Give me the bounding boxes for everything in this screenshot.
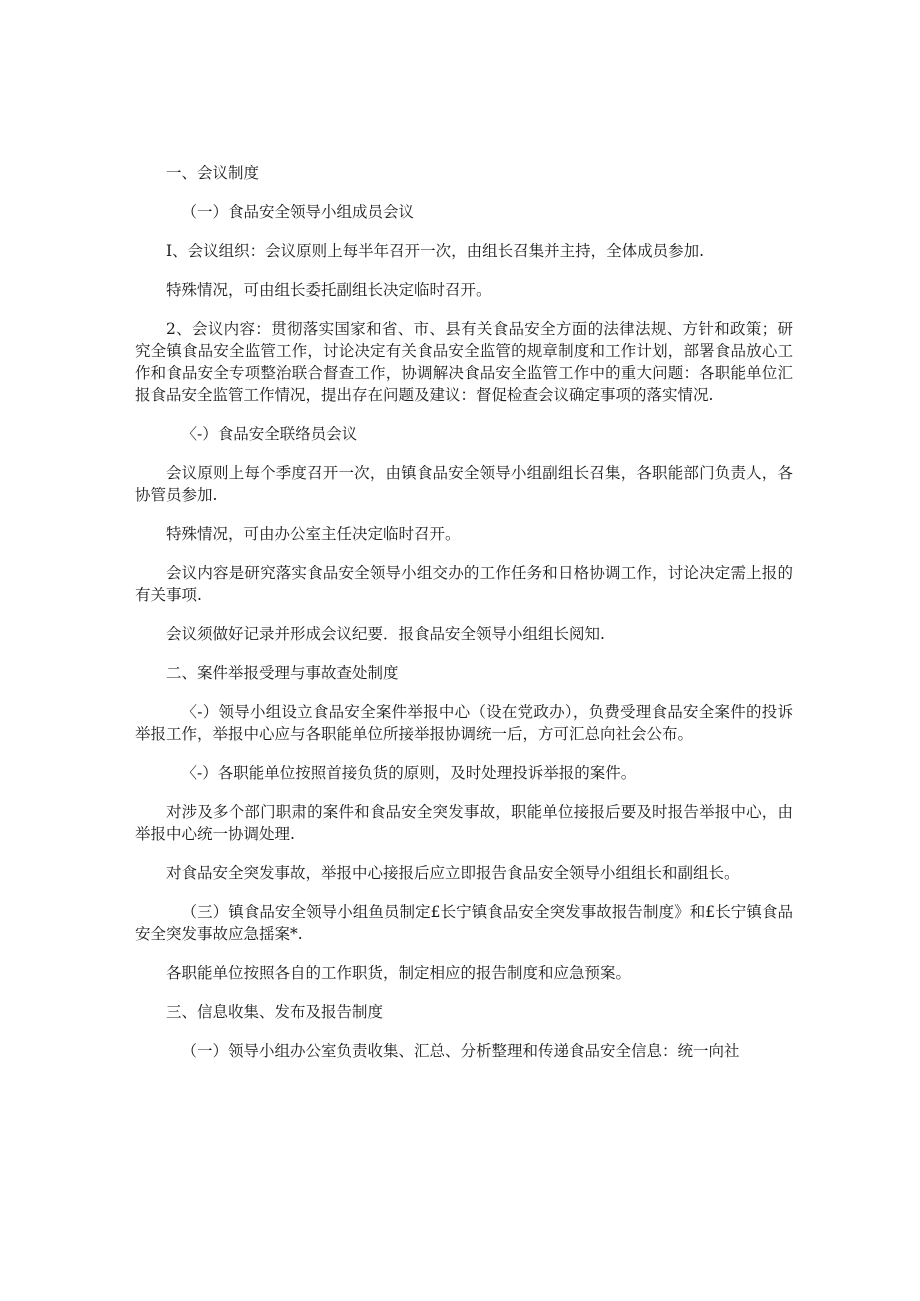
paragraph-liaison-content: 会议内容是研究落实食品安全领导小组交办的工作任务和日格协调工作，讨论决定需上报的有关事项. <box>135 564 793 604</box>
paragraph-first-contact-principle: 〈-）各职能单位按照首接负货的原则，及时处理投诉举报的案件。 <box>181 764 637 782</box>
section-heading-meeting-system: 一、会议制度 <box>166 164 260 182</box>
paragraph-meeting-organization: I、会议组织：会议原则上每半年召开一次，由组长召集并主持，全体成员参加. <box>166 242 705 260</box>
paragraph-sudden-incidents: 对食品安全突发事故，举报中心接报后应立即报告食品安全领导小组组长和副组长。 <box>166 864 740 882</box>
section-heading-case-report: 二、案件举报受理与事故查处制度 <box>166 664 399 682</box>
paragraph-meeting-minutes: 会议须做好记录并形成会议纪要．报食品安全领导小组组长阅知. <box>166 625 605 643</box>
paragraph-report-center: 〈-）领导小组设立食品安全案件举报中心（设在党政办），负费受理食品安全案件的投诉举报工作，举报中心应与各职能单位所接举报协调统一后，方可汇总向社会公布。 <box>135 703 793 743</box>
paragraph-meeting-content: 2、会议内容：贯彻落实国家和省、市、县有关食品安全方面的法律法规、方针和政策；研究全镇食品安全监管工作，讨论决定有关食品安全监管的规章制度和工作计划，部署食品放心工作和食品安全专项整治联合督查工作，协调解决食品安全监管工作中的重大问题：各职能单位汇报食品安全监管工作情况，提出存在问题及建议：督促检查会议确定事项的落实情况. <box>135 320 793 404</box>
paragraph-special-case-office: 特殊情况，可由办公室主任决定临时召开。 <box>166 525 461 543</box>
paragraph-emergency-plan: （三）镇食品安全领导小组鱼员制定£长宁镇食品安全突发事故报告制度》和£长宁镇食品安全突发事故应急揺案*. <box>135 903 793 943</box>
subsection-heading-leading-group-meeting: （一）食品安全领导小组成员会议 <box>181 203 415 221</box>
section-heading-information-system: 三、信息收集、发布及报告制度 <box>166 1003 384 1021</box>
subsection-heading-liaison-meeting: 〈-）食品安全联络员会议 <box>181 425 358 443</box>
paragraph-special-case: 特殊情况，可由组长委托副组长决定临时召开。 <box>166 281 492 299</box>
document-body <box>135 162 793 1079</box>
paragraph-unit-reporting-system: 各职能单位按照各自的工作职货，制定相应的报告制度和应急预案。 <box>166 964 632 982</box>
paragraph-quarterly-meeting: 会议原则上每个季度召开一次，由镇食品安全领导小组副组长召集，各职能部门负责人，各协管员参加. <box>135 464 793 504</box>
paragraph-multi-department-cases: 对涉及多个部门职肃的案件和食品安全突发事故，职能单位接报后要及时报告举报中心，由举报中心统一协调处理. <box>135 803 793 843</box>
paragraph-information-collection: （一）领导小组办公室负责收集、汇总、分析整理和传递食品安全信息：统一向社 <box>181 1042 740 1060</box>
